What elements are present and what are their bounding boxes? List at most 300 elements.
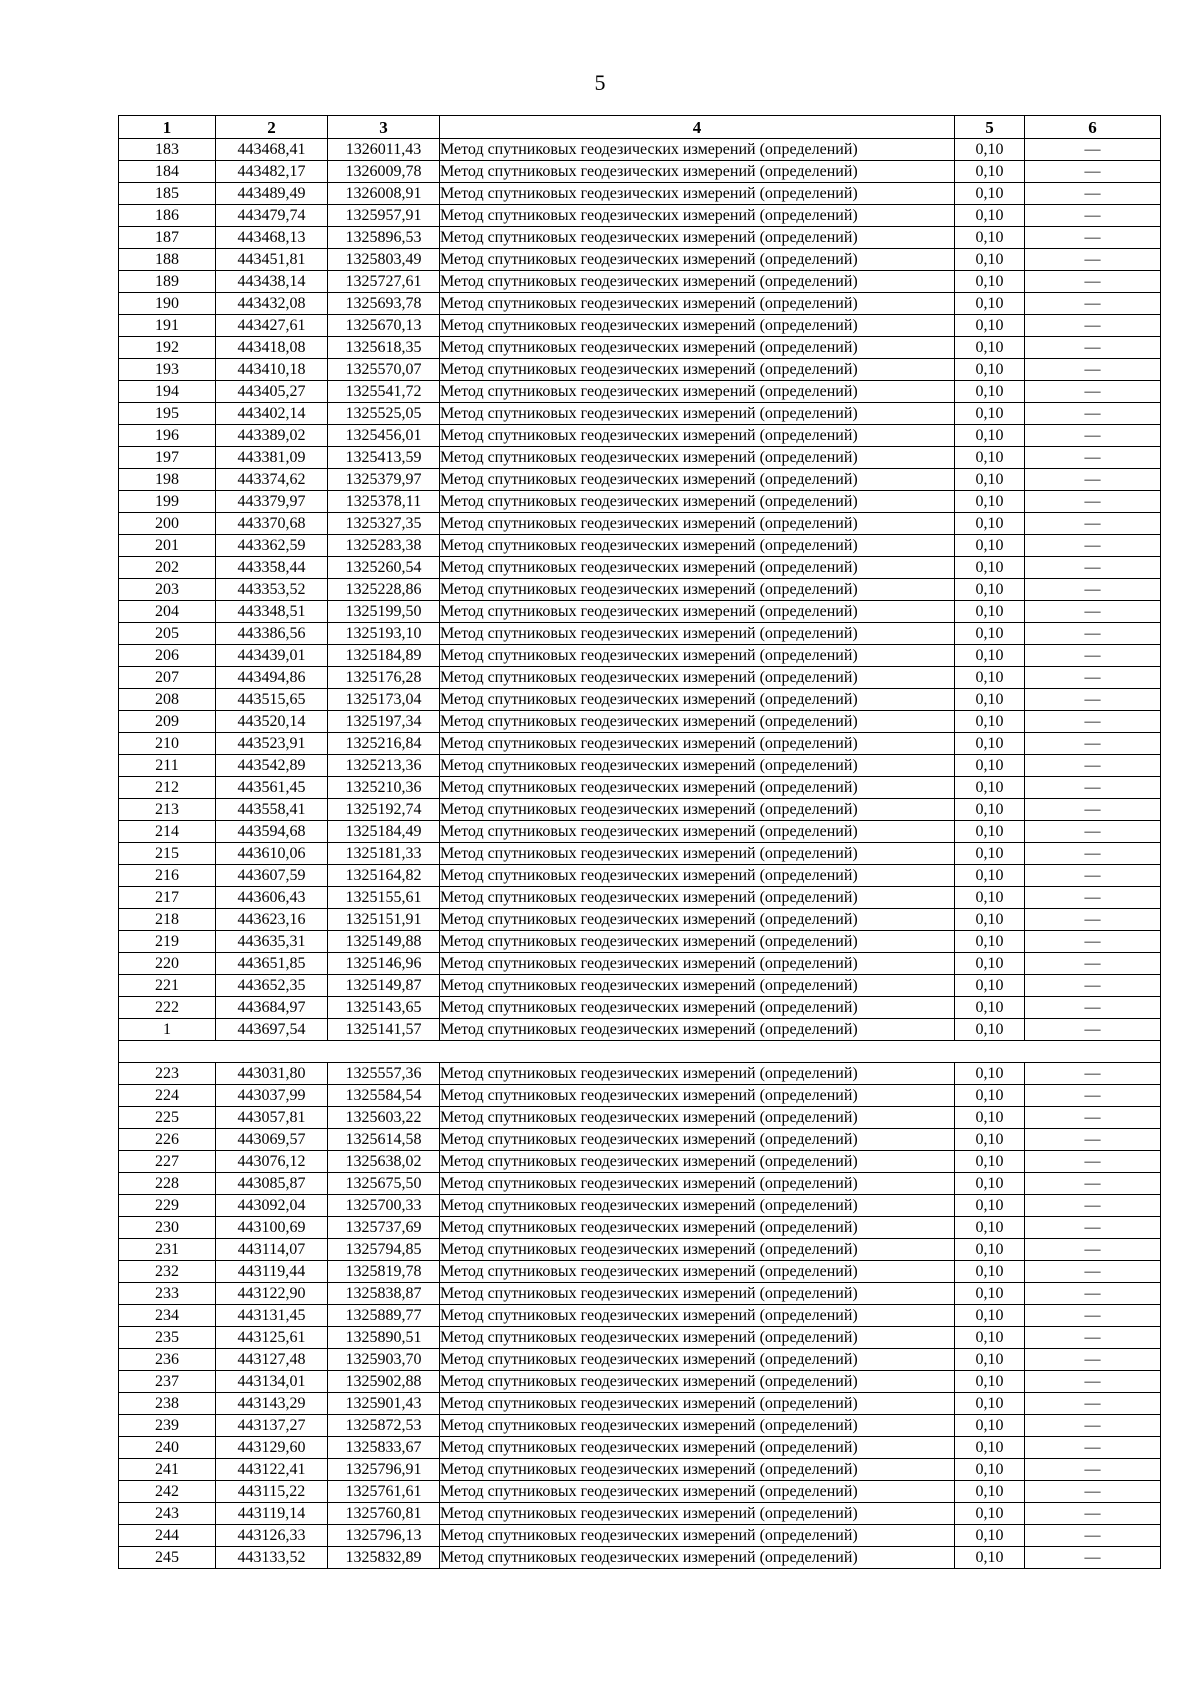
y-coordinate-cell: 1326009,78 <box>328 161 440 183</box>
accuracy-cell: 0,10 <box>955 865 1025 887</box>
x-coordinate-cell: 443119,14 <box>216 1503 328 1525</box>
y-coordinate-cell: 1325803,49 <box>328 249 440 271</box>
x-coordinate-cell: 443379,97 <box>216 491 328 513</box>
method-cell: Метод спутниковых геодезических измерений (определений) <box>440 799 955 821</box>
method-cell: Метод спутниковых геодезических измерений (определений) <box>440 1525 955 1547</box>
x-coordinate-cell: 443432,08 <box>216 293 328 315</box>
header-col-6: 6 <box>1025 116 1161 139</box>
x-coordinate-cell: 443651,85 <box>216 953 328 975</box>
x-coordinate-cell: 443558,41 <box>216 799 328 821</box>
x-coordinate-cell: 443381,09 <box>216 447 328 469</box>
method-cell: Метод спутниковых геодезических измерений (определений) <box>440 491 955 513</box>
method-cell: Метод спутниковых геодезических измерений (определений) <box>440 865 955 887</box>
y-coordinate-cell: 1325456,01 <box>328 425 440 447</box>
point-number-cell: 198 <box>119 469 216 491</box>
description-cell: — <box>1025 337 1161 359</box>
description-cell: — <box>1025 205 1161 227</box>
method-cell: Метод спутниковых геодезических измерений (определений) <box>440 931 955 953</box>
description-cell: — <box>1025 909 1161 931</box>
accuracy-cell: 0,10 <box>955 1173 1025 1195</box>
point-number-cell: 237 <box>119 1371 216 1393</box>
y-coordinate-cell: 1325216,84 <box>328 733 440 755</box>
table-row <box>119 337 1161 359</box>
y-coordinate-cell: 1326011,43 <box>328 139 440 161</box>
y-coordinate-cell: 1325173,04 <box>328 689 440 711</box>
description-cell: — <box>1025 733 1161 755</box>
point-number-cell: 207 <box>119 667 216 689</box>
method-cell: Метод спутниковых геодезических измерений (определений) <box>440 645 955 667</box>
description-cell: — <box>1025 315 1161 337</box>
y-coordinate-cell: 1325889,77 <box>328 1305 440 1327</box>
point-number-cell: 222 <box>119 997 216 1019</box>
point-number-cell: 206 <box>119 645 216 667</box>
y-coordinate-cell: 1325957,91 <box>328 205 440 227</box>
accuracy-cell: 0,10 <box>955 1305 1025 1327</box>
description-cell: — <box>1025 1393 1161 1415</box>
x-coordinate-cell: 443523,91 <box>216 733 328 755</box>
x-coordinate-cell: 443402,14 <box>216 403 328 425</box>
table-row <box>119 491 1161 513</box>
accuracy-cell: 0,10 <box>955 491 1025 513</box>
point-number-cell: 193 <box>119 359 216 381</box>
accuracy-cell: 0,10 <box>955 843 1025 865</box>
accuracy-cell: 0,10 <box>955 557 1025 579</box>
accuracy-cell: 0,10 <box>955 1525 1025 1547</box>
table-row <box>119 843 1161 865</box>
y-coordinate-cell: 1325700,33 <box>328 1195 440 1217</box>
x-coordinate-cell: 443606,43 <box>216 887 328 909</box>
method-cell: Метод спутниковых геодезических измерений (определений) <box>440 293 955 315</box>
x-coordinate-cell: 443623,16 <box>216 909 328 931</box>
accuracy-cell: 0,10 <box>955 1085 1025 1107</box>
point-number-cell: 242 <box>119 1481 216 1503</box>
point-number-cell: 226 <box>119 1129 216 1151</box>
description-cell: — <box>1025 271 1161 293</box>
point-number-cell: 219 <box>119 931 216 953</box>
method-cell: Метод спутниковых геодезических измерений (определений) <box>440 469 955 491</box>
y-coordinate-cell: 1325760,81 <box>328 1503 440 1525</box>
y-coordinate-cell: 1325327,35 <box>328 513 440 535</box>
y-coordinate-cell: 1325618,35 <box>328 337 440 359</box>
table-row <box>119 1107 1161 1129</box>
x-coordinate-cell: 443348,51 <box>216 601 328 623</box>
method-cell: Метод спутниковых геодезических измерений (определений) <box>440 711 955 733</box>
x-coordinate-cell: 443410,18 <box>216 359 328 381</box>
x-coordinate-cell: 443468,13 <box>216 227 328 249</box>
table-row <box>119 1503 1161 1525</box>
point-number-cell: 240 <box>119 1437 216 1459</box>
table-row <box>119 623 1161 645</box>
description-cell: — <box>1025 1107 1161 1129</box>
point-number-cell: 245 <box>119 1547 216 1569</box>
x-coordinate-cell: 443076,12 <box>216 1151 328 1173</box>
accuracy-cell: 0,10 <box>955 1437 1025 1459</box>
x-coordinate-cell: 443092,04 <box>216 1195 328 1217</box>
x-coordinate-cell: 443515,65 <box>216 689 328 711</box>
table-row <box>119 1151 1161 1173</box>
accuracy-cell: 0,10 <box>955 425 1025 447</box>
method-cell: Метод спутниковых геодезических измерений (определений) <box>440 975 955 997</box>
accuracy-cell: 0,10 <box>955 293 1025 315</box>
table-row <box>119 1173 1161 1195</box>
point-number-cell: 224 <box>119 1085 216 1107</box>
table-row <box>119 1371 1161 1393</box>
method-cell: Метод спутниковых геодезических измерений (определений) <box>440 337 955 359</box>
y-coordinate-cell: 1325557,36 <box>328 1063 440 1085</box>
table-row <box>119 865 1161 887</box>
point-number-cell: 197 <box>119 447 216 469</box>
point-number-cell: 220 <box>119 953 216 975</box>
description-cell: — <box>1025 975 1161 997</box>
accuracy-cell: 0,10 <box>955 799 1025 821</box>
y-coordinate-cell: 1325838,87 <box>328 1283 440 1305</box>
method-cell: Метод спутниковых геодезических измерений (определений) <box>440 1459 955 1481</box>
point-number-cell: 187 <box>119 227 216 249</box>
table-row <box>119 953 1161 975</box>
method-cell: Метод спутниковых геодезических измерений (определений) <box>440 1195 955 1217</box>
method-cell: Метод спутниковых геодезических измерений (определений) <box>440 1547 955 1569</box>
accuracy-cell: 0,10 <box>955 403 1025 425</box>
description-cell: — <box>1025 1217 1161 1239</box>
method-cell: Метод спутниковых геодезических измерений (определений) <box>440 821 955 843</box>
table-row <box>119 1547 1161 1569</box>
point-number-cell: 244 <box>119 1525 216 1547</box>
x-coordinate-cell: 443374,62 <box>216 469 328 491</box>
table-row <box>119 1019 1161 1041</box>
method-cell: Метод спутниковых геодезических измерений (определений) <box>440 315 955 337</box>
accuracy-cell: 0,10 <box>955 359 1025 381</box>
x-coordinate-cell: 443126,33 <box>216 1525 328 1547</box>
x-coordinate-cell: 443085,87 <box>216 1173 328 1195</box>
point-number-cell: 205 <box>119 623 216 645</box>
accuracy-cell: 0,10 <box>955 139 1025 161</box>
y-coordinate-cell: 1325675,50 <box>328 1173 440 1195</box>
table-row <box>119 997 1161 1019</box>
description-cell: — <box>1025 579 1161 601</box>
header-col-4: 4 <box>440 116 955 139</box>
point-number-cell: 230 <box>119 1217 216 1239</box>
description-cell: — <box>1025 1371 1161 1393</box>
x-coordinate-cell: 443100,69 <box>216 1217 328 1239</box>
accuracy-cell: 0,10 <box>955 249 1025 271</box>
method-cell: Метод спутниковых геодезических измерений (определений) <box>440 909 955 931</box>
accuracy-cell: 0,10 <box>955 997 1025 1019</box>
accuracy-cell: 0,10 <box>955 579 1025 601</box>
accuracy-cell: 0,10 <box>955 975 1025 997</box>
table-row <box>119 1085 1161 1107</box>
point-number-cell: 184 <box>119 161 216 183</box>
accuracy-cell: 0,10 <box>955 535 1025 557</box>
table-row <box>119 1261 1161 1283</box>
y-coordinate-cell: 1325379,97 <box>328 469 440 491</box>
table-row <box>119 931 1161 953</box>
accuracy-cell: 0,10 <box>955 161 1025 183</box>
table-row <box>119 249 1161 271</box>
x-coordinate-cell: 443489,49 <box>216 183 328 205</box>
y-coordinate-cell: 1325896,53 <box>328 227 440 249</box>
coordinates-table <box>118 115 1161 1569</box>
point-number-cell: 196 <box>119 425 216 447</box>
point-number-cell: 214 <box>119 821 216 843</box>
table-row <box>119 557 1161 579</box>
y-coordinate-cell: 1325525,05 <box>328 403 440 425</box>
accuracy-cell: 0,10 <box>955 777 1025 799</box>
x-coordinate-cell: 443143,29 <box>216 1393 328 1415</box>
accuracy-cell: 0,10 <box>955 1019 1025 1041</box>
y-coordinate-cell: 1325149,87 <box>328 975 440 997</box>
x-coordinate-cell: 443607,59 <box>216 865 328 887</box>
description-cell: — <box>1025 1151 1161 1173</box>
description-cell: — <box>1025 1503 1161 1525</box>
point-number-cell: 201 <box>119 535 216 557</box>
y-coordinate-cell: 1325584,54 <box>328 1085 440 1107</box>
method-cell: Метод спутниковых геодезических измерений (определений) <box>440 359 955 381</box>
description-cell: — <box>1025 469 1161 491</box>
point-number-cell: 183 <box>119 139 216 161</box>
point-number-cell: 233 <box>119 1283 216 1305</box>
accuracy-cell: 0,10 <box>955 1415 1025 1437</box>
accuracy-cell: 0,10 <box>955 1503 1025 1525</box>
method-cell: Метод спутниковых геодезических измерений (определений) <box>440 579 955 601</box>
x-coordinate-cell: 443468,41 <box>216 139 328 161</box>
y-coordinate-cell: 1325737,69 <box>328 1217 440 1239</box>
table-row <box>119 1217 1161 1239</box>
x-coordinate-cell: 443494,86 <box>216 667 328 689</box>
method-cell: Метод спутниковых геодезических измерений (определений) <box>440 183 955 205</box>
accuracy-cell: 0,10 <box>955 601 1025 623</box>
description-cell: — <box>1025 645 1161 667</box>
description-cell: — <box>1025 1195 1161 1217</box>
y-coordinate-cell: 1325146,96 <box>328 953 440 975</box>
method-cell: Метод спутниковых геодезических измерений (определений) <box>440 425 955 447</box>
point-number-cell: 212 <box>119 777 216 799</box>
point-number-cell: 200 <box>119 513 216 535</box>
table-row <box>119 469 1161 491</box>
point-number-cell: 189 <box>119 271 216 293</box>
table-row <box>119 975 1161 997</box>
x-coordinate-cell: 443520,14 <box>216 711 328 733</box>
method-cell: Метод спутниковых геодезических измерений (определений) <box>440 1503 955 1525</box>
point-number-cell: 225 <box>119 1107 216 1129</box>
method-cell: Метод спутниковых геодезических измерений (определений) <box>440 755 955 777</box>
description-cell: — <box>1025 1283 1161 1305</box>
table-row <box>119 1525 1161 1547</box>
point-number-cell: 217 <box>119 887 216 909</box>
point-number-cell: 210 <box>119 733 216 755</box>
table-header-row <box>119 116 1161 139</box>
description-cell: — <box>1025 711 1161 733</box>
description-cell: — <box>1025 1481 1161 1503</box>
table-row <box>119 1305 1161 1327</box>
x-coordinate-cell: 443482,17 <box>216 161 328 183</box>
y-coordinate-cell: 1325833,67 <box>328 1437 440 1459</box>
y-coordinate-cell: 1325901,43 <box>328 1393 440 1415</box>
accuracy-cell: 0,10 <box>955 931 1025 953</box>
point-number-cell: 215 <box>119 843 216 865</box>
x-coordinate-cell: 443594,68 <box>216 821 328 843</box>
x-coordinate-cell: 443652,35 <box>216 975 328 997</box>
y-coordinate-cell: 1326008,91 <box>328 183 440 205</box>
method-cell: Метод спутниковых геодезических измерений (определений) <box>440 1239 955 1261</box>
method-cell: Метод спутниковых геодезических измерений (определений) <box>440 227 955 249</box>
x-coordinate-cell: 443438,14 <box>216 271 328 293</box>
x-coordinate-cell: 443137,27 <box>216 1415 328 1437</box>
y-coordinate-cell: 1325819,78 <box>328 1261 440 1283</box>
description-cell: — <box>1025 1239 1161 1261</box>
y-coordinate-cell: 1325210,36 <box>328 777 440 799</box>
description-cell: — <box>1025 1327 1161 1349</box>
description-cell: — <box>1025 1063 1161 1085</box>
table-row <box>119 1195 1161 1217</box>
y-coordinate-cell: 1325149,88 <box>328 931 440 953</box>
header-col-2: 2 <box>216 116 328 139</box>
accuracy-cell: 0,10 <box>955 1063 1025 1085</box>
y-coordinate-cell: 1325693,78 <box>328 293 440 315</box>
accuracy-cell: 0,10 <box>955 1547 1025 1569</box>
y-coordinate-cell: 1325283,38 <box>328 535 440 557</box>
point-number-cell: 204 <box>119 601 216 623</box>
method-cell: Метод спутниковых геодезических измерений (определений) <box>440 843 955 865</box>
accuracy-cell: 0,10 <box>955 1129 1025 1151</box>
table-row <box>119 1481 1161 1503</box>
method-cell: Метод спутниковых геодезических измерений (определений) <box>440 513 955 535</box>
accuracy-cell: 0,10 <box>955 315 1025 337</box>
accuracy-cell: 0,10 <box>955 227 1025 249</box>
method-cell: Метод спутниковых геодезических измерений (определений) <box>440 601 955 623</box>
x-coordinate-cell: 443131,45 <box>216 1305 328 1327</box>
x-coordinate-cell: 443358,44 <box>216 557 328 579</box>
point-number-cell: 203 <box>119 579 216 601</box>
x-coordinate-cell: 443610,06 <box>216 843 328 865</box>
description-cell: — <box>1025 139 1161 161</box>
group-separator-row <box>119 1041 1161 1063</box>
point-number-cell: 192 <box>119 337 216 359</box>
method-cell: Метод спутниковых геодезических измерений (определений) <box>440 1261 955 1283</box>
y-coordinate-cell: 1325902,88 <box>328 1371 440 1393</box>
point-number-cell: 199 <box>119 491 216 513</box>
description-cell: — <box>1025 535 1161 557</box>
description-cell: — <box>1025 623 1161 645</box>
description-cell: — <box>1025 1129 1161 1151</box>
method-cell: Метод спутниковых геодезических измерений (определений) <box>440 1481 955 1503</box>
table-row <box>119 513 1161 535</box>
point-number-cell: 234 <box>119 1305 216 1327</box>
x-coordinate-cell: 443125,61 <box>216 1327 328 1349</box>
description-cell: — <box>1025 1305 1161 1327</box>
table-row <box>119 1327 1161 1349</box>
point-number-cell: 221 <box>119 975 216 997</box>
description-cell: — <box>1025 183 1161 205</box>
table-row <box>119 139 1161 161</box>
y-coordinate-cell: 1325155,61 <box>328 887 440 909</box>
table-row <box>119 447 1161 469</box>
table-row <box>119 1349 1161 1371</box>
description-cell: — <box>1025 667 1161 689</box>
description-cell: — <box>1025 1261 1161 1283</box>
x-coordinate-cell: 443542,89 <box>216 755 328 777</box>
y-coordinate-cell: 1325378,11 <box>328 491 440 513</box>
accuracy-cell: 0,10 <box>955 513 1025 535</box>
y-coordinate-cell: 1325614,58 <box>328 1129 440 1151</box>
table-row <box>119 821 1161 843</box>
table-row <box>119 227 1161 249</box>
x-coordinate-cell: 443439,01 <box>216 645 328 667</box>
point-number-cell: 202 <box>119 557 216 579</box>
method-cell: Метод спутниковых геодезических измерений (определений) <box>440 1371 955 1393</box>
accuracy-cell: 0,10 <box>955 1327 1025 1349</box>
description-cell: — <box>1025 755 1161 777</box>
accuracy-cell: 0,10 <box>955 711 1025 733</box>
header-col-1: 1 <box>119 116 216 139</box>
accuracy-cell: 0,10 <box>955 755 1025 777</box>
method-cell: Метод спутниковых геодезических измерений (определений) <box>440 777 955 799</box>
description-cell: — <box>1025 689 1161 711</box>
method-cell: Метод спутниковых геодезических измерений (определений) <box>440 1019 955 1041</box>
table-row <box>119 425 1161 447</box>
x-coordinate-cell: 443479,74 <box>216 205 328 227</box>
accuracy-cell: 0,10 <box>955 1217 1025 1239</box>
method-cell: Метод спутниковых геодезических измерений (определений) <box>440 205 955 227</box>
y-coordinate-cell: 1325228,86 <box>328 579 440 601</box>
description-cell: — <box>1025 359 1161 381</box>
point-number-cell: 185 <box>119 183 216 205</box>
y-coordinate-cell: 1325796,13 <box>328 1525 440 1547</box>
x-coordinate-cell: 443133,52 <box>216 1547 328 1569</box>
description-cell: — <box>1025 425 1161 447</box>
y-coordinate-cell: 1325890,51 <box>328 1327 440 1349</box>
method-cell: Метод спутниковых геодезических измерений (определений) <box>440 1217 955 1239</box>
method-cell: Метод спутниковых геодезических измерений (определений) <box>440 403 955 425</box>
y-coordinate-cell: 1325199,50 <box>328 601 440 623</box>
method-cell: Метод спутниковых геодезических измерений (определений) <box>440 689 955 711</box>
method-cell: Метод спутниковых геодезических измерений (определений) <box>440 1305 955 1327</box>
description-cell: — <box>1025 491 1161 513</box>
x-coordinate-cell: 443114,07 <box>216 1239 328 1261</box>
point-number-cell: 209 <box>119 711 216 733</box>
table-row <box>119 1459 1161 1481</box>
table-row <box>119 1393 1161 1415</box>
point-number-cell: 194 <box>119 381 216 403</box>
table-row <box>119 777 1161 799</box>
method-cell: Метод спутниковых геодезических измерений (определений) <box>440 887 955 909</box>
page-number: 5 <box>594 70 606 95</box>
method-cell: Метод спутниковых геодезических измерений (определений) <box>440 557 955 579</box>
point-number-cell: 223 <box>119 1063 216 1085</box>
y-coordinate-cell: 1325832,89 <box>328 1547 440 1569</box>
y-coordinate-cell: 1325570,07 <box>328 359 440 381</box>
x-coordinate-cell: 443386,56 <box>216 623 328 645</box>
x-coordinate-cell: 443057,81 <box>216 1107 328 1129</box>
point-number-cell: 239 <box>119 1415 216 1437</box>
point-number-cell: 227 <box>119 1151 216 1173</box>
accuracy-cell: 0,10 <box>955 1459 1025 1481</box>
point-number-cell: 232 <box>119 1261 216 1283</box>
point-number-cell: 191 <box>119 315 216 337</box>
accuracy-cell: 0,10 <box>955 909 1025 931</box>
point-number-cell: 238 <box>119 1393 216 1415</box>
description-cell: — <box>1025 513 1161 535</box>
x-coordinate-cell: 443127,48 <box>216 1349 328 1371</box>
y-coordinate-cell: 1325176,28 <box>328 667 440 689</box>
x-coordinate-cell: 443122,90 <box>216 1283 328 1305</box>
table-row <box>119 579 1161 601</box>
method-cell: Метод спутниковых геодезических измерений (определений) <box>440 1415 955 1437</box>
table-row <box>119 315 1161 337</box>
description-cell: — <box>1025 931 1161 953</box>
table-row <box>119 271 1161 293</box>
point-number-cell: 229 <box>119 1195 216 1217</box>
table-row <box>119 755 1161 777</box>
